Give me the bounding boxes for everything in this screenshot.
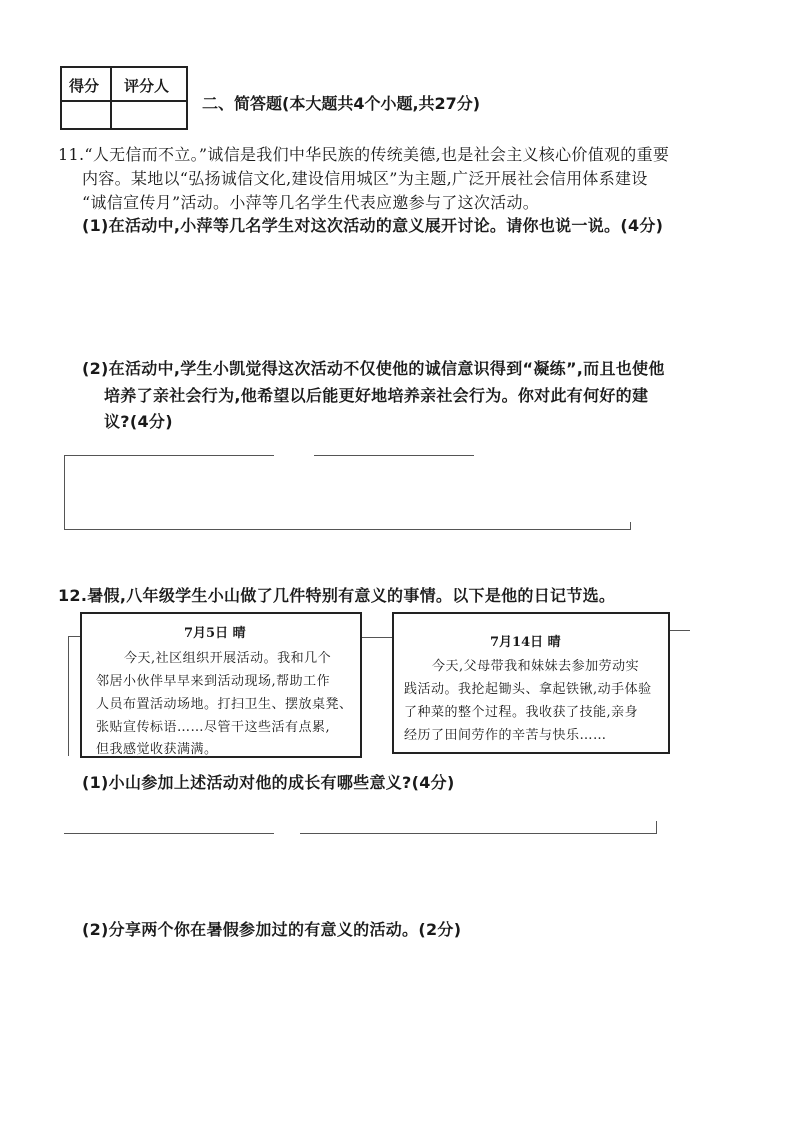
q12-sub1: (1)小山参加上述活动对他的成长有哪些意义?(4分) xyxy=(82,773,455,792)
q12-sub2: (2)分享两个你在暑假参加过的有意义的活动。(2分) xyxy=(82,920,462,939)
grader-label: 评分人 xyxy=(124,77,170,95)
diary-1-line: 今天,社区组织开展活动。我和几个 xyxy=(124,651,332,666)
diary-box-2 xyxy=(392,612,670,754)
answer-rule-vertical xyxy=(68,636,69,756)
answer-rule xyxy=(64,455,274,456)
q11-line-1: 11.“人无信而不立。”诚信是我们中华民族的传统美德,也是社会主义核心价值观的重要 xyxy=(58,145,670,164)
score-label: 得分 xyxy=(69,77,100,95)
q11-line-2: 内容。某地以“弘扬诚信文化,建设信用城区”为主题,广泛开展社会信用体系建设 xyxy=(82,169,648,188)
q11-sub1: (1)在活动中,小萍等几名学生对这次活动的意义展开讨论。请你也说一说。(4分) xyxy=(82,216,664,235)
answer-rule-vertical xyxy=(630,522,631,530)
answer-rule-vertical xyxy=(64,455,65,529)
answer-rule xyxy=(668,630,690,631)
section-title: 二、简答题(本大题共4个小题,共27分) xyxy=(202,94,481,113)
diary-2-line: 今天,父母带我和妹妹去参加劳动实 xyxy=(432,659,640,674)
diary-2-date: 7月14日 晴 xyxy=(490,635,561,650)
diary-2-line: 了种菜的整个过程。我收获了技能,亲身 xyxy=(404,705,639,720)
q11-sub2-line-2: 培养了亲社会行为,他希望以后能更好地培养亲社会行为。你对此有何好的建 xyxy=(104,386,649,405)
answer-rule xyxy=(64,833,274,834)
score-table xyxy=(60,66,188,130)
diary-2-line: 经历了田间劳作的辛苦与快乐…… xyxy=(404,728,607,743)
q11-sub2-line-3: 议?(4分) xyxy=(104,412,173,431)
table-divider-horizontal xyxy=(62,100,186,102)
answer-rule xyxy=(64,529,630,530)
diary-1-line: 张贴宣传标语……尽管干这些活有点累, xyxy=(96,720,331,735)
table-divider-vertical xyxy=(110,68,112,128)
diary-box-1 xyxy=(80,612,362,758)
diary-1-line: 人员布置活动场地。打扫卫生、摆放桌凳、 xyxy=(96,697,353,712)
diary-1-date: 7月5日 晴 xyxy=(184,626,246,641)
diary-1-line: 但我感觉收获满满。 xyxy=(96,742,218,757)
answer-rule-vertical xyxy=(656,821,657,834)
q11-sub2-line-1: (2)在活动中,学生小凯觉得这次活动不仅使他的诚信意识得到“凝练”,而且也使他 xyxy=(82,359,665,378)
q11-line-3: “诚信宣传月”活动。小萍等几名学生代表应邀参与了这次活动。 xyxy=(82,193,540,212)
q12-intro: 12.暑假,八年级学生小山做了几件特别有意义的事情。以下是他的日记节选。 xyxy=(58,586,616,605)
diary-2-line: 践活动。我抡起锄头、拿起铁锹,动手体验 xyxy=(404,682,652,697)
answer-rule xyxy=(362,637,392,638)
answer-rule xyxy=(300,833,656,834)
answer-rule xyxy=(314,455,474,456)
diary-1-line: 邻居小伙伴早早来到活动现场,帮助工作 xyxy=(96,674,331,689)
